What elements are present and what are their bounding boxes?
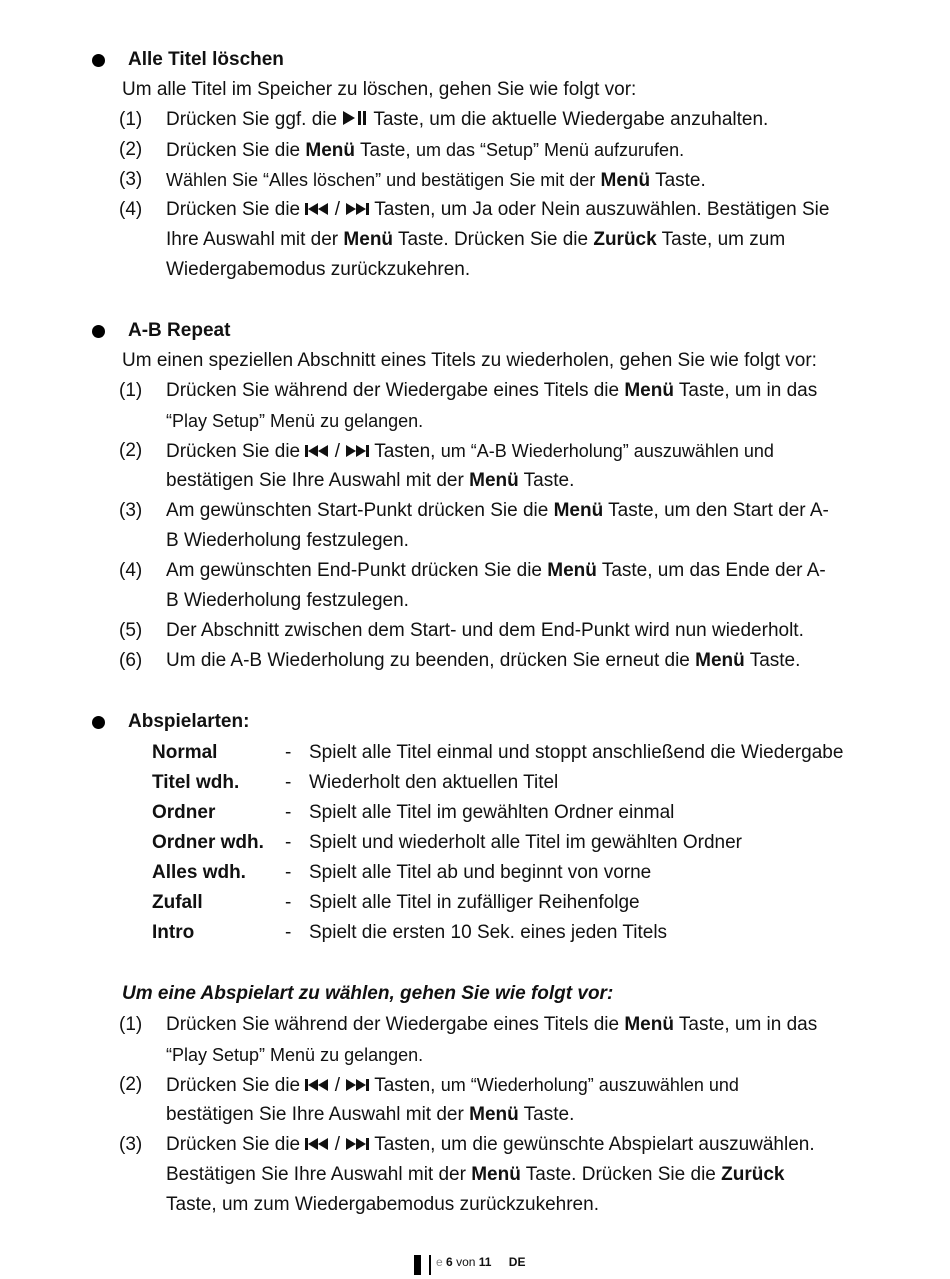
previous-track-icon: [305, 200, 329, 222]
step-number: (1): [119, 109, 143, 130]
mode-dash: -: [285, 742, 292, 763]
next-track-icon: [345, 1135, 369, 1157]
step-text: Drücken Sie während der Wiedergabe eines Titels die Menü Taste, um in das: [166, 380, 818, 401]
step-text: Drücken Sie die / Tasten, um Ja oder Nein auszuwählen. Bestätigen Sie: [166, 199, 830, 220]
step-text: bestätigen Sie Ihre Auswahl mit der Menü Taste.: [166, 1104, 575, 1125]
section-heading: A-B Repeat: [128, 320, 231, 341]
play-pause-icon: [342, 110, 368, 132]
mode-term: Zufall: [152, 892, 203, 913]
step-text: Am gewünschten End-Punkt drücken Sie die Menü Taste, um das Ende der A-: [166, 560, 826, 581]
step-text: Drücken Sie die Menü Taste, um das “Setup” Menü aufzurufen.: [166, 140, 685, 161]
step-number: (1): [119, 380, 143, 401]
mode-dash: -: [285, 862, 292, 883]
step-number: (6): [119, 650, 143, 671]
mode-dash: -: [285, 892, 292, 913]
step-text: Taste, um zum Wiedergabemodus zurückzukehren.: [166, 1194, 599, 1215]
step-text: Drücken Sie während der Wiedergabe eines Titels die Menü Taste, um in das: [166, 1014, 818, 1035]
bullet-icon: [92, 54, 105, 67]
step-text: Drücken Sie ggf. die Taste, um die aktuelle Wiedergabe anzuhalten.: [166, 109, 769, 130]
step-text: Wiedergabemodus zurückzukehren.: [166, 259, 471, 280]
mode-term: Ordner: [152, 802, 216, 823]
step-text: Drücken Sie die / Tasten, um die gewünschte Abspielart auszuwählen.: [166, 1134, 815, 1155]
section-heading: Alle Titel löschen: [128, 49, 284, 70]
mode-description: Spielt alle Titel einmal und stoppt anschließend die Wiedergabe: [309, 742, 844, 763]
step-number: (5): [119, 620, 143, 641]
mode-description: Wiederholt den aktuellen Titel: [309, 772, 559, 793]
step-number: (2): [119, 139, 143, 160]
step-text: Wählen Sie “Alles löschen” und bestätigen Sie mit der Menü Taste.: [166, 170, 706, 191]
step-number: (4): [119, 560, 143, 581]
next-track-icon: [345, 442, 369, 464]
section-intro: Um alle Titel im Speicher zu löschen, gehen Sie wie folgt vor:: [122, 79, 637, 100]
bullet-icon: [92, 325, 105, 338]
mode-description: Spielt alle Titel ab und beginnt von vorne: [309, 862, 652, 883]
step-text: “Play Setup” Menü zu gelangen.: [166, 411, 424, 431]
step-number: (3): [119, 500, 143, 521]
step-number: (4): [119, 199, 143, 220]
mode-dash: -: [285, 832, 292, 853]
mode-description: Spielt die ersten 10 Sek. eines jeden Titels: [309, 922, 668, 943]
step-number: (2): [119, 1074, 143, 1095]
mode-term: Ordner wdh.: [152, 832, 264, 853]
step-text: Am gewünschten Start-Punkt drücken Sie die Menü Taste, um den Start der A-: [166, 500, 829, 521]
step-number: (1): [119, 1014, 143, 1035]
next-track-icon: [345, 200, 369, 222]
mode-term: Titel wdh.: [152, 772, 240, 793]
section-heading: Abspielarten:: [128, 711, 250, 732]
mode-dash: -: [285, 772, 292, 793]
mode-term: Normal: [152, 742, 218, 763]
section-intro: Um einen speziellen Abschnitt eines Titels zu wiederholen, gehen Sie wie folgt vor:: [122, 350, 817, 371]
next-track-icon: [345, 1076, 369, 1098]
step-text: Drücken Sie die / Tasten, um “A-B Wiederholung” auszuwählen und: [166, 441, 774, 462]
previous-track-icon: [305, 442, 329, 464]
step-text: Um die A-B Wiederholung zu beenden, drücken Sie erneut die Menü Taste.: [166, 650, 801, 671]
previous-track-icon: [305, 1135, 329, 1157]
step-number: (2): [119, 440, 143, 461]
step-text: bestätigen Sie Ihre Auswahl mit der Menü Taste.: [166, 470, 575, 491]
mode-term: Alles wdh.: [152, 862, 246, 883]
bullet-icon: [92, 716, 105, 729]
step-text: B Wiederholung festzulegen.: [166, 590, 409, 611]
step-text: “Play Setup” Menü zu gelangen.: [166, 1045, 424, 1065]
subheading: Um eine Abspielart zu wählen, gehen Sie wie folgt vor:: [122, 983, 614, 1004]
step-text: Der Abschnitt zwischen dem Start- und dem End-Punkt wird nun wiederholt.: [166, 620, 804, 641]
mode-dash: -: [285, 922, 292, 943]
step-number: (3): [119, 1134, 143, 1155]
page-number: e 6 von 11 DE: [436, 1255, 526, 1269]
step-text: Drücken Sie die / Tasten, um “Wiederholung” auszuwählen und: [166, 1075, 739, 1096]
previous-track-icon: [305, 1076, 329, 1098]
step-text: B Wiederholung festzulegen.: [166, 530, 409, 551]
mode-term: Intro: [152, 922, 195, 943]
step-number: (3): [119, 169, 143, 190]
step-text: Bestätigen Sie Ihre Auswahl mit der Menü Taste. Drücken Sie die Zurück: [166, 1164, 785, 1185]
step-text: Ihre Auswahl mit der Menü Taste. Drücken Sie die Zurück Taste, um zum: [166, 229, 786, 250]
mode-description: Spielt alle Titel in zufälliger Reihenfolge: [309, 892, 640, 913]
mode-description: Spielt alle Titel im gewählten Ordner einmal: [309, 802, 675, 823]
mode-dash: -: [285, 802, 292, 823]
mode-description: Spielt und wiederholt alle Titel im gewählten Ordner: [309, 832, 743, 853]
footer-bar: [429, 1255, 431, 1275]
footer-bar: [414, 1255, 421, 1275]
